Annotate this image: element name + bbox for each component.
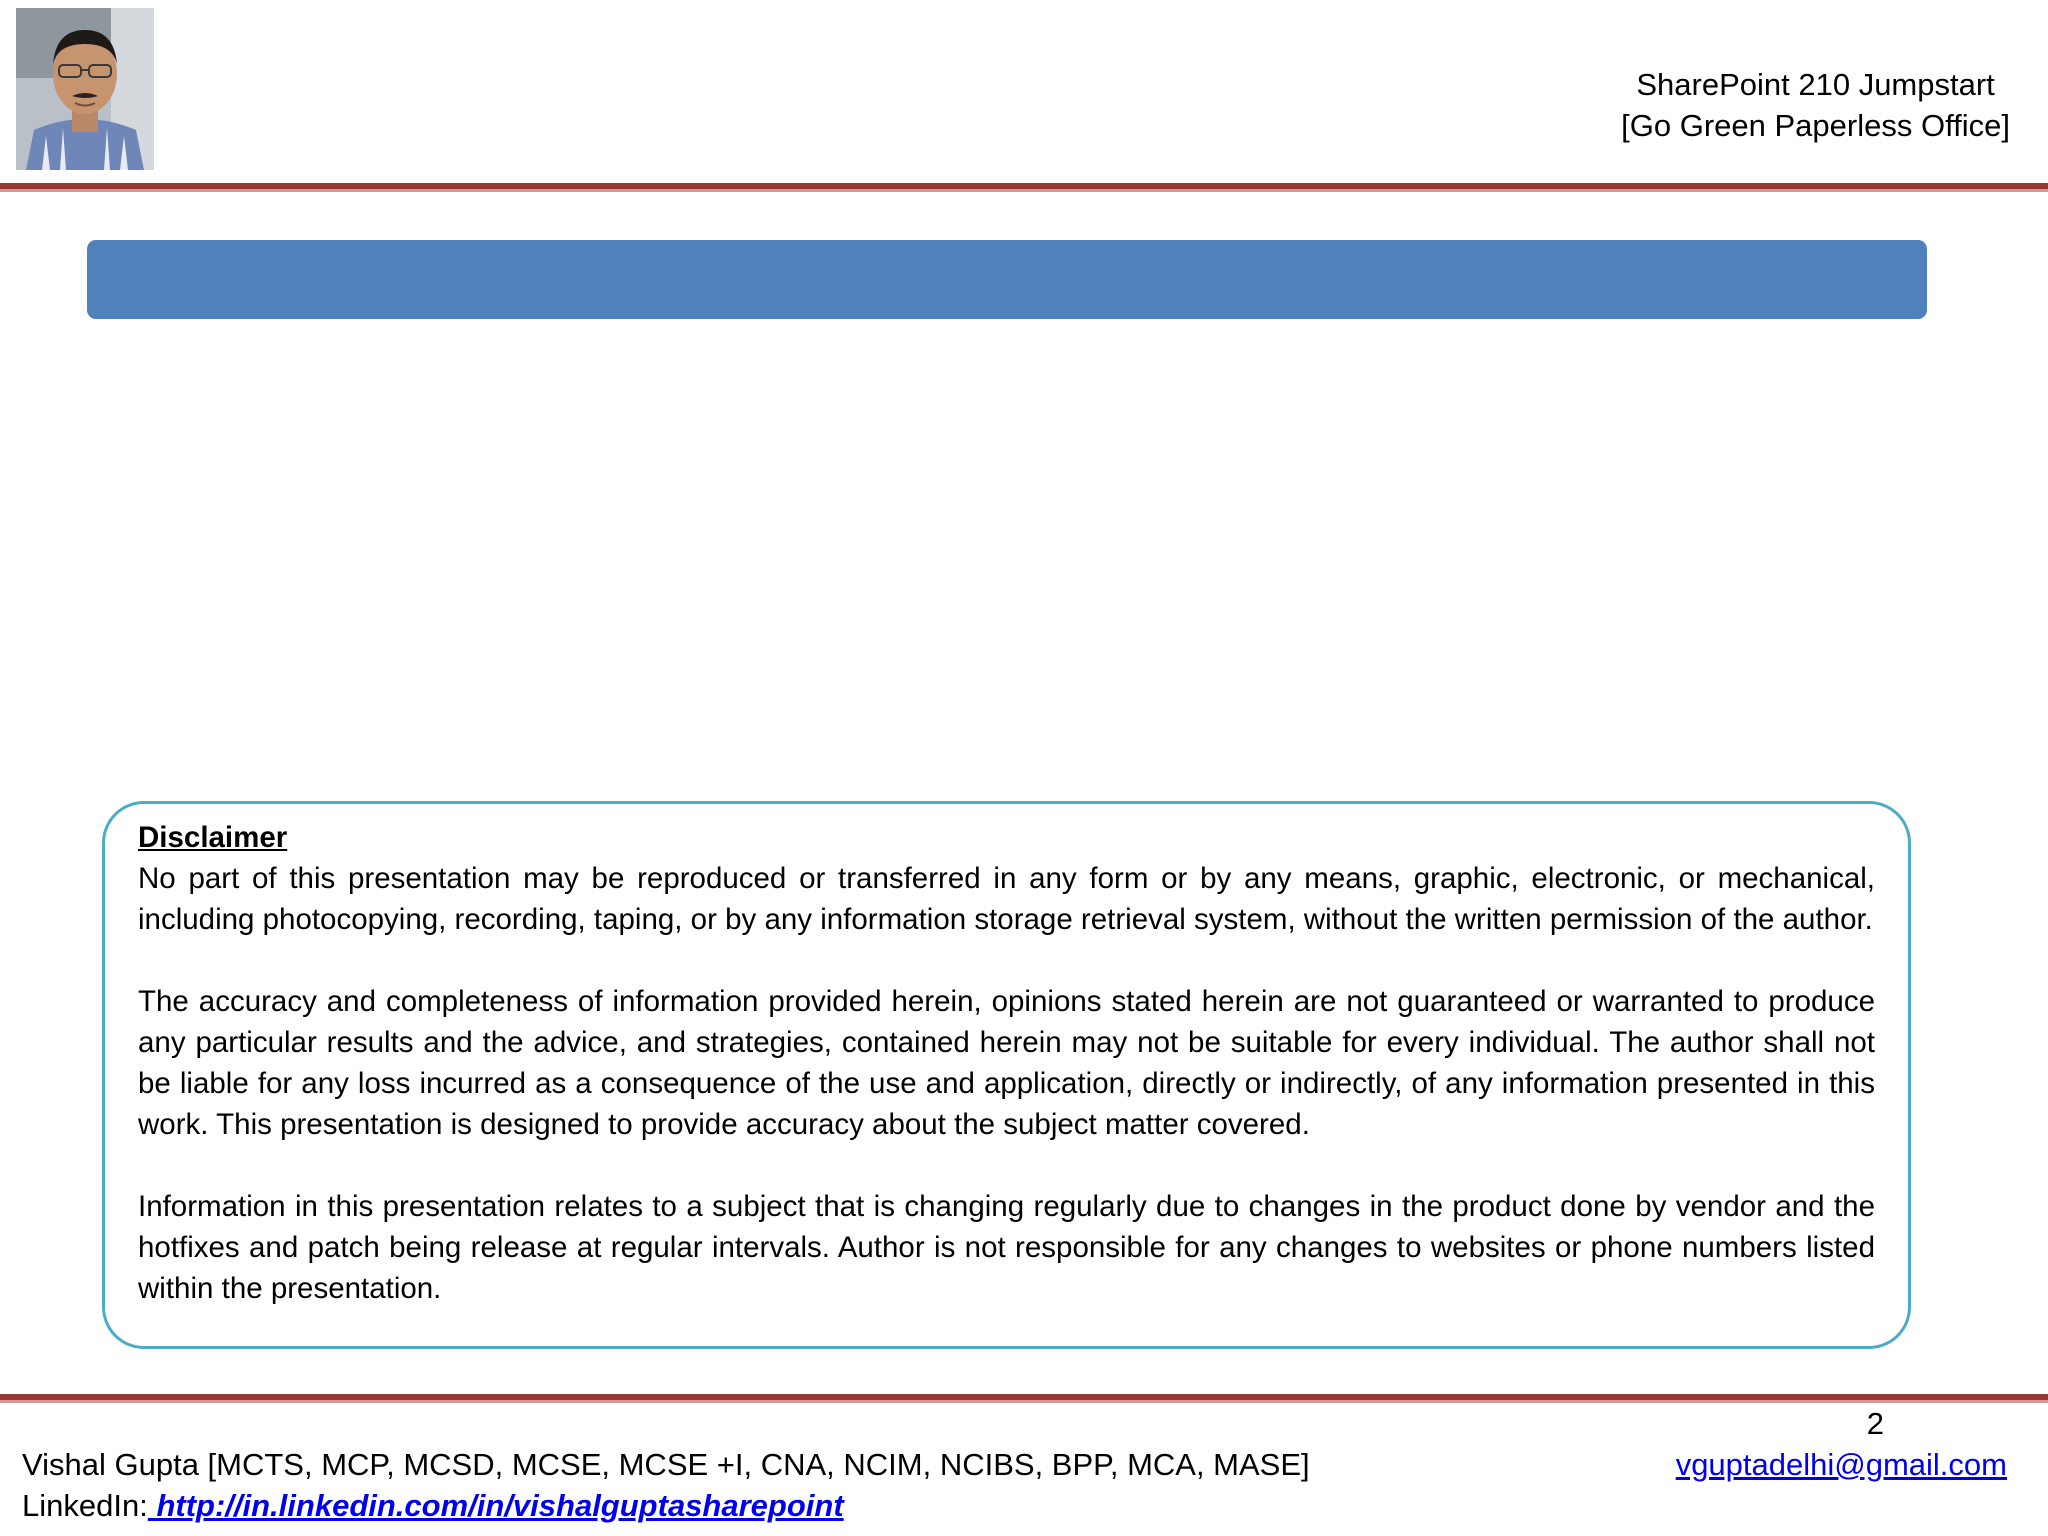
title-line-1: SharePoint 210 Jumpstart xyxy=(1636,67,1995,102)
title-line-2: [Go Green Paperless Office] xyxy=(1621,108,2010,143)
linkedin-line xyxy=(22,1485,1310,1526)
author-credentials: Vishal Gupta [MCTS, MCP, MCSD, MCSE, MCSE +I, CNA, NCIM, NCIBS, BPP, MCA, MASE] xyxy=(22,1447,1310,1482)
email-link[interactable]: vguptadelhi@gmail.com xyxy=(1675,1447,2007,1482)
author-photo xyxy=(16,8,154,170)
disclaimer-paragraph: The accuracy and completeness of information provided herein, opinions stated herein are not guaranteed or warranted to produce any particular results and the advice, and strategies, contained herein may not be suitable for every individual. The author shall not be liable for any loss incurred as a consequence of the use and application, directly or indirectly, of any information presented in this work. This presentation is designed to provide accuracy about the subject matter covered. xyxy=(138,985,1875,1141)
header-divider xyxy=(0,183,2048,192)
disclaimer-heading: Disclaimer xyxy=(138,821,288,854)
slide-title-bar xyxy=(87,240,1927,319)
disclaimer-box xyxy=(102,801,1911,1349)
linkedin-link[interactable]: http://in.linkedin.com/in/vishalguptasharepoint xyxy=(147,1488,844,1523)
footer-author-info xyxy=(22,1444,1310,1526)
presentation-title xyxy=(1621,64,2010,146)
disclaimer-paragraph: No part of this presentation may be reproduced or transferred in any form or by any means, graphic, electronic, or mechanical, including photocopying, recording, taping, or by any information storage retrieval system, without the written permission of the author. xyxy=(138,862,1875,936)
person-photo-icon xyxy=(16,8,154,170)
linkedin-label: LinkedIn: xyxy=(22,1488,148,1523)
footer-divider xyxy=(0,1394,2048,1403)
disclaimer-paragraph: Information in this presentation relates to a subject that is changing regularly due to changes in the product done by vendor and the hotfixes and patch being release at regular intervals. Author is not responsible for any changes to websites or phone numbers listed within the presentation. xyxy=(138,1190,1875,1305)
page-number: 2 xyxy=(1866,1406,1884,1441)
